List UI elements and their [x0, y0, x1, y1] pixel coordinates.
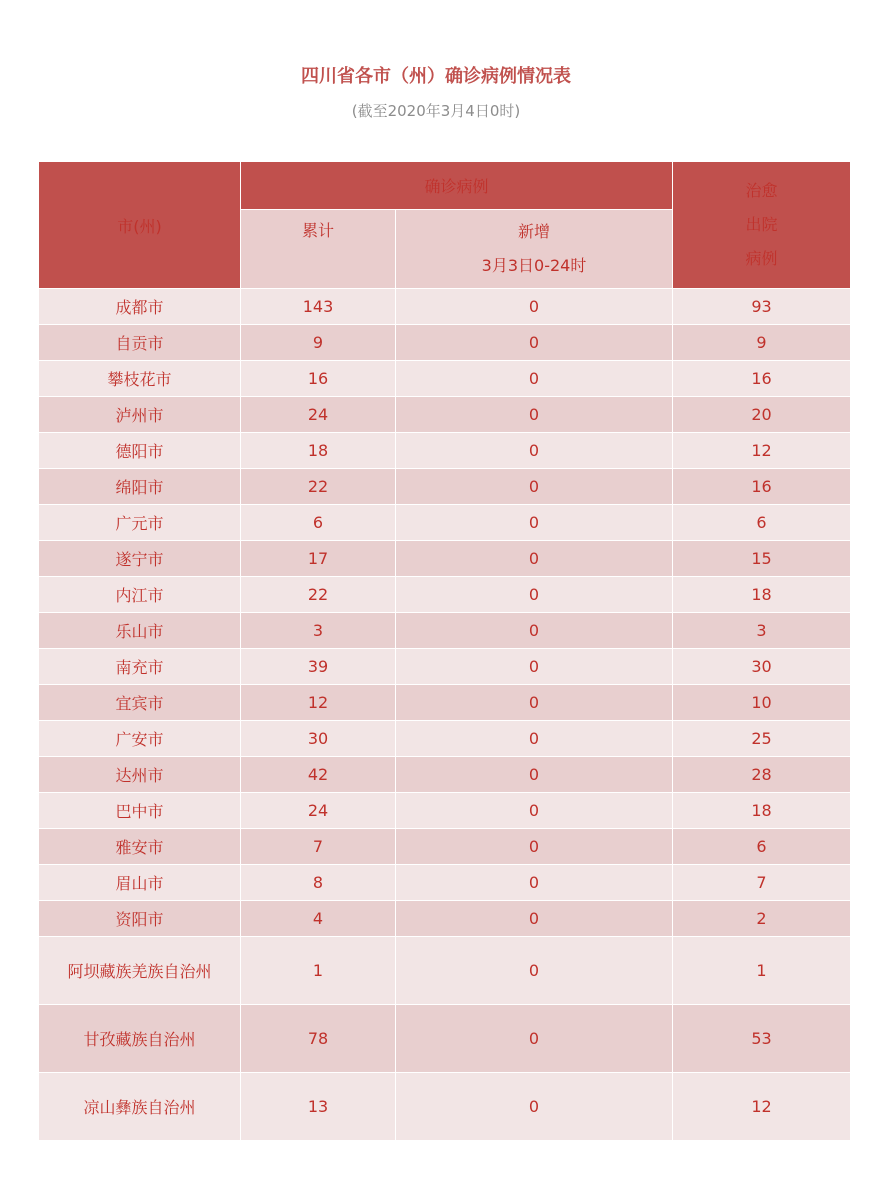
new-cell: 0 [396, 613, 673, 649]
city-cell: 绵阳市 [39, 469, 241, 505]
city-cell: 南充市 [39, 649, 241, 685]
city-cell: 乐山市 [39, 613, 241, 649]
cured-cell: 28 [673, 757, 851, 793]
city-cell: 广安市 [39, 721, 241, 757]
cured-cell: 10 [673, 685, 851, 721]
city-cell: 眉山市 [39, 865, 241, 901]
cured-cell: 16 [673, 469, 851, 505]
table-row [39, 433, 851, 469]
table-row [39, 829, 851, 865]
new-cell: 0 [396, 577, 673, 613]
cured-cell: 1 [673, 937, 851, 1005]
cured-cell: 6 [673, 505, 851, 541]
cured-cell: 30 [673, 649, 851, 685]
table-row [39, 361, 851, 397]
table-row [39, 901, 851, 937]
header-new-line1: 新增 [518, 222, 551, 241]
city-cell: 广元市 [39, 505, 241, 541]
cured-cell: 20 [673, 397, 851, 433]
header-city: 市(州) [39, 162, 241, 289]
new-cell: 0 [396, 685, 673, 721]
cumulative-cell: 42 [241, 757, 396, 793]
table-row [39, 1073, 851, 1141]
new-cell: 0 [396, 505, 673, 541]
city-cell: 遂宁市 [39, 541, 241, 577]
city-cell: 自贡市 [39, 325, 241, 361]
new-cell: 0 [396, 541, 673, 577]
new-cell: 0 [396, 721, 673, 757]
table-row [39, 289, 851, 325]
cumulative-cell: 24 [241, 793, 396, 829]
city-cell: 泸州市 [39, 397, 241, 433]
header-cumulative: 累计 [241, 210, 396, 289]
cured-cell: 93 [673, 289, 851, 325]
table-row [39, 505, 851, 541]
new-cell: 0 [396, 325, 673, 361]
table-row [39, 469, 851, 505]
cured-cell: 18 [673, 577, 851, 613]
cumulative-cell: 22 [241, 577, 396, 613]
cumulative-cell: 9 [241, 325, 396, 361]
cumulative-cell: 4 [241, 901, 396, 937]
new-cell: 0 [396, 1073, 673, 1141]
new-cell: 0 [396, 1005, 673, 1073]
cumulative-cell: 78 [241, 1005, 396, 1073]
cumulative-cell: 7 [241, 829, 396, 865]
new-cell: 0 [396, 397, 673, 433]
cumulative-cell: 16 [241, 361, 396, 397]
new-cell: 0 [396, 649, 673, 685]
cured-cell: 15 [673, 541, 851, 577]
table-row [39, 541, 851, 577]
cumulative-cell: 3 [241, 613, 396, 649]
city-cell: 阿坝藏族羌族自治州 [39, 937, 241, 1005]
table-row [39, 397, 851, 433]
table-row [39, 757, 851, 793]
cumulative-cell: 24 [241, 397, 396, 433]
header-cured-line3: 病例 [745, 249, 778, 268]
cured-cell: 53 [673, 1005, 851, 1073]
cured-cell: 3 [673, 613, 851, 649]
city-cell: 攀枝花市 [39, 361, 241, 397]
city-cell: 甘孜藏族自治州 [39, 1005, 241, 1073]
table-row [39, 325, 851, 361]
cured-cell: 12 [673, 433, 851, 469]
new-cell: 0 [396, 289, 673, 325]
city-cell: 巴中市 [39, 793, 241, 829]
header-cured-line1: 治愈 [745, 181, 778, 200]
city-cell: 雅安市 [39, 829, 241, 865]
city-cell: 德阳市 [39, 433, 241, 469]
city-cell: 资阳市 [39, 901, 241, 937]
page-title: 四川省各市（州）确诊病例情况表 [301, 66, 571, 87]
new-cell: 0 [396, 433, 673, 469]
cured-cell: 18 [673, 793, 851, 829]
table-row [39, 577, 851, 613]
header-cured-line2: 出院 [745, 215, 778, 234]
new-cell: 0 [396, 901, 673, 937]
cured-cell: 6 [673, 829, 851, 865]
cumulative-cell: 22 [241, 469, 396, 505]
cured-cell: 2 [673, 901, 851, 937]
cumulative-cell: 143 [241, 289, 396, 325]
cumulative-cell: 6 [241, 505, 396, 541]
new-cell: 0 [396, 793, 673, 829]
cured-cell: 7 [673, 865, 851, 901]
city-cell: 内江市 [39, 577, 241, 613]
new-cell: 0 [396, 469, 673, 505]
cured-cell: 16 [673, 361, 851, 397]
cases-table [38, 161, 851, 1141]
new-cell: 0 [396, 361, 673, 397]
cumulative-cell: 17 [241, 541, 396, 577]
header-confirmed: 确诊病例 [241, 162, 673, 210]
table-row [39, 685, 851, 721]
city-cell: 凉山彝族自治州 [39, 1073, 241, 1141]
table-row [39, 793, 851, 829]
header-cured [673, 162, 851, 289]
city-cell: 宜宾市 [39, 685, 241, 721]
new-cell: 0 [396, 865, 673, 901]
cured-cell: 25 [673, 721, 851, 757]
new-cell: 0 [396, 757, 673, 793]
new-cell: 0 [396, 829, 673, 865]
cumulative-cell: 12 [241, 685, 396, 721]
cumulative-cell: 13 [241, 1073, 396, 1141]
city-cell: 成都市 [39, 289, 241, 325]
table-row [39, 613, 851, 649]
table-row [39, 865, 851, 901]
cumulative-cell: 39 [241, 649, 396, 685]
cured-cell: 12 [673, 1073, 851, 1141]
cumulative-cell: 30 [241, 721, 396, 757]
table-row [39, 1005, 851, 1073]
cumulative-cell: 8 [241, 865, 396, 901]
new-cell: 0 [396, 937, 673, 1005]
table-row [39, 721, 851, 757]
cumulative-cell: 1 [241, 937, 396, 1005]
city-cell: 达州市 [39, 757, 241, 793]
table-row [39, 937, 851, 1005]
header-new [396, 210, 673, 289]
header-new-line2: 3月3日0-24时 [481, 256, 587, 275]
page-subtitle: (截至2020年3月4日0时) [351, 102, 521, 120]
cured-cell: 9 [673, 325, 851, 361]
table-row [39, 649, 851, 685]
cumulative-cell: 18 [241, 433, 396, 469]
